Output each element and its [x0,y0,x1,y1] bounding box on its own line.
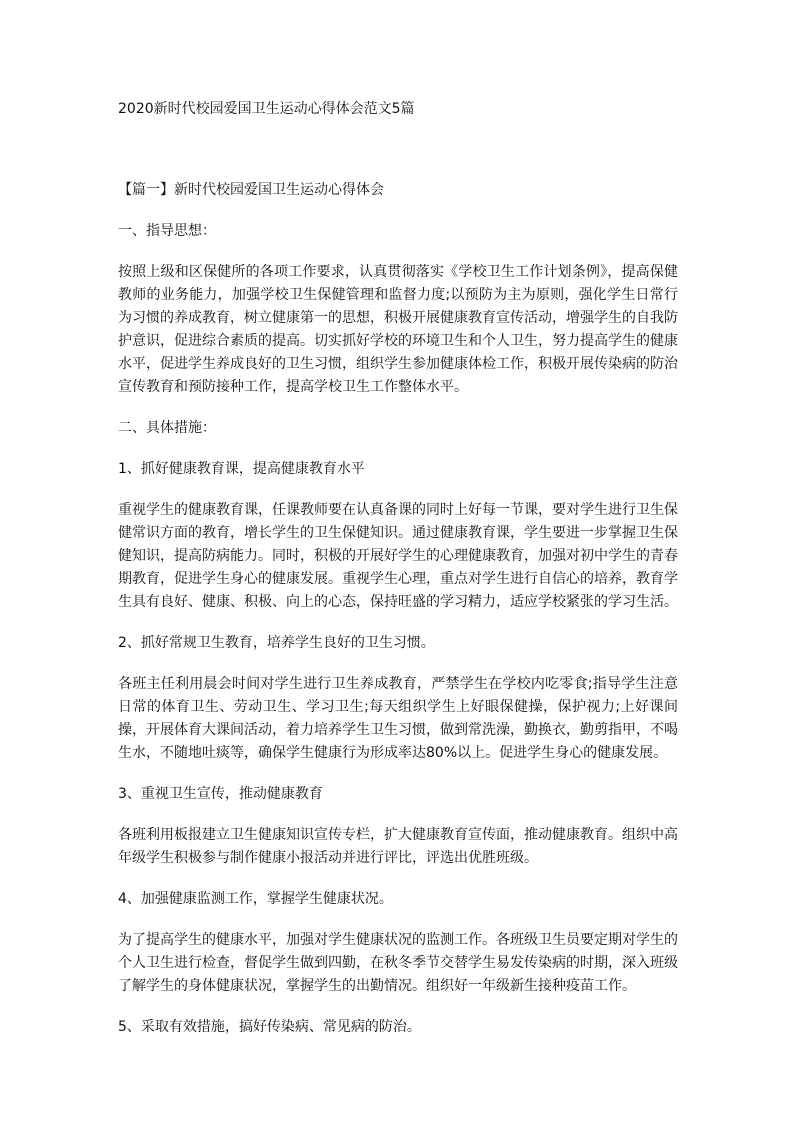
document-title: 2020新时代校园爱国卫生运动心得体会范文5篇 [118,101,415,117]
guiding-paragraph: 按照上级和区保健所的各项工作要求，认真贯彻落实《学校卫生工作计划条例》，提高保健教师的业务能力，加强学校卫生保健管理和监督力度;以预防为主为原则，强化学生日常行为习惯的养成教育，树立健康第一的思想，积极开展健康教育宣传活动，增强学生的自我防护意识，促进综合素质的提高。切实抓好学校的环境卫生和个人卫生，努力提高学生的健康水平，促进学生养成良好的卫生习惯，组织学生参加健康体检工作，积极开展传染病的防治宣传教育和预防接种工作，提高学校卫生工作整体水平。 [118,264,678,395]
document-body [118,179,678,1057]
item2-paragraph: 各班主任利用晨会时间对学生进行卫生养成教育，严禁学生在学校内吃零食;指导学生注意日常的体育卫生、劳动卫生、学习卫生;每天组织学生上好眼保健操，保护视力;上好课间操，开展体育大课间活动，着力培养学生卫生习惯，做到常洗澡，勤换衣，勤剪指甲，不喝生水，不随地吐痰等，确保学生健康行为形成率达80%以上。促进学生身心的健康发展。 [118,676,678,761]
item4-heading: 4、加强健康监测工作，掌握学生健康状况。 [118,891,393,907]
section-title: 【篇一】新时代校园爱国卫生运动心得体会 [118,182,384,198]
guiding-heading: 一、指导思想： [118,223,216,239]
measures-heading: 二、具体措施： [118,420,216,436]
item1-paragraph: 重视学生的健康教育课，任课教师要在认真备课的同时上好每一节课，要对学生进行卫生保健常识方面的教育，增长学生的卫生保健知识。通过健康教育课，学生要进一步掌握卫生保健知识，提高防病能力。同时，积极的开展好学生的心理健康教育，加强对初中学生的青春期教育，促进学生身心的健康发展。重视学生心理，重点对学生进行自信心的培养，教育学生具有良好、健康、积极、向上的心态，保持旺盛的学习精力，适应学校紧张的学习生活。 [118,502,678,610]
item2-heading: 2、抓好常规卫生教育，培养学生良好的卫生习惯。 [118,635,435,651]
item3-paragraph: 各班利用板报建立卫生健康知识宣传专栏，扩大健康教育宣传面，推动健康教育。组织中高年级学生积极参与制作健康小报活动并进行评比，评选出优胜班级。 [118,827,678,866]
item4-paragraph: 为了提高学生的健康水平，加强对学生健康状况的监测工作。各班级卫生员要定期对学生的个人卫生进行检查，督促学生做到四勤，在秋冬季节交替学生易发传染病的时期，深入班级了解学生的身体健康状况，掌握学生的出勤情况。组织好一年级新生接种疫苗工作。 [118,932,678,994]
item1-heading: 1、抓好健康教育课，提高健康教育水平 [118,461,365,477]
item3-heading: 3、重视卫生宣传，推动健康教育 [118,786,323,802]
item5-heading: 5、采取有效措施，搞好传染病、常见病的防治。 [118,1019,421,1035]
